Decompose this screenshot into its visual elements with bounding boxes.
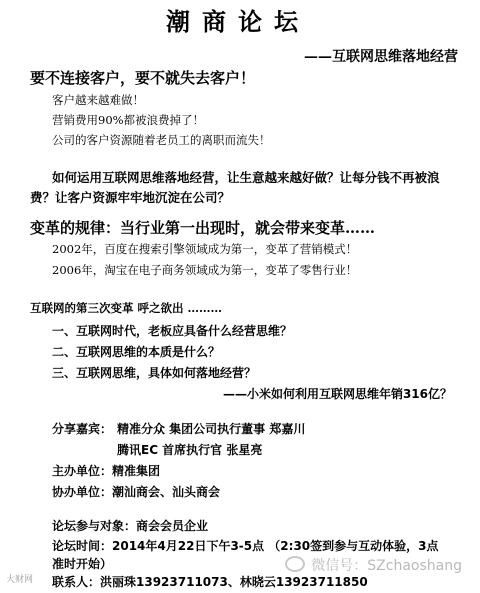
section3-quote: ——小米如何利用互联网思维年销316亿？ (222, 387, 452, 401)
forum-time: 论坛时间：2014年4月22日下午3-5点 （2:30签到参与互动体验，3点 (52, 539, 439, 553)
page-subtitle: ——互联网思维落地经营 (304, 49, 458, 65)
section1-line: 营销费用90%都被浪费掉了！ (52, 113, 205, 127)
section3-item: 三、互联网思维，具体如何落地经营？ (52, 366, 257, 380)
wechat-id: 微信号：SZchaoshang (311, 558, 462, 574)
section1-heading: 要不连接客户，要不就失去客户！ (30, 69, 256, 87)
guests-label: 分享嘉宾： (52, 422, 113, 436)
co-organizer: 协办单位：潮汕商会、汕头商会 (52, 485, 221, 499)
section1-line: 公司的客户资源随着老员工的离职而流失！ (52, 133, 271, 147)
section3-item: 一、互联网时代，老板应具备什么经营思维？ (52, 324, 293, 338)
wechat-icon (285, 556, 305, 572)
wechat-watermark (285, 555, 462, 575)
contact: 联系人：洪丽珠13923711073、林晓云13923711850 (52, 575, 368, 589)
section2-line: 2002年，百度在搜索引擎领域成为第一，变革了营销模式！ (52, 242, 358, 256)
section3-item: 二、互联网思维的本质是什么？ (52, 345, 221, 359)
section3-heading: 互联网的第三次变革 呼之欲出 ……… (30, 301, 223, 315)
section2-line: 2006年，淘宝在电子商务领域成为第一，变革了零售行业！ (52, 263, 358, 277)
host-organizer: 主办单位：精准集团 (52, 464, 161, 478)
audience: 论坛参与对象：商会会员企业 (52, 519, 209, 533)
section2-heading: 变革的规律：当行业第一出现时，就会带来变革…… (30, 219, 376, 237)
forum-time-cont: 准时开始） (52, 557, 113, 571)
corner-watermark: 大财网 (6, 575, 34, 585)
guest-2: 腾讯EC 首席执行官 张星亮 (117, 443, 263, 457)
key-question: 如何运用互联网思维落地经营，让生意越来越好做？让每分钱不再被浪费？让客户资源牢牢地沉淀在公司？ (30, 170, 440, 205)
page-title: 潮商论坛 (166, 7, 310, 36)
section1-line: 客户越来越难做！ (52, 93, 144, 107)
guest-1: 精准分众 集团公司执行董事 郑嘉川 (117, 422, 306, 436)
